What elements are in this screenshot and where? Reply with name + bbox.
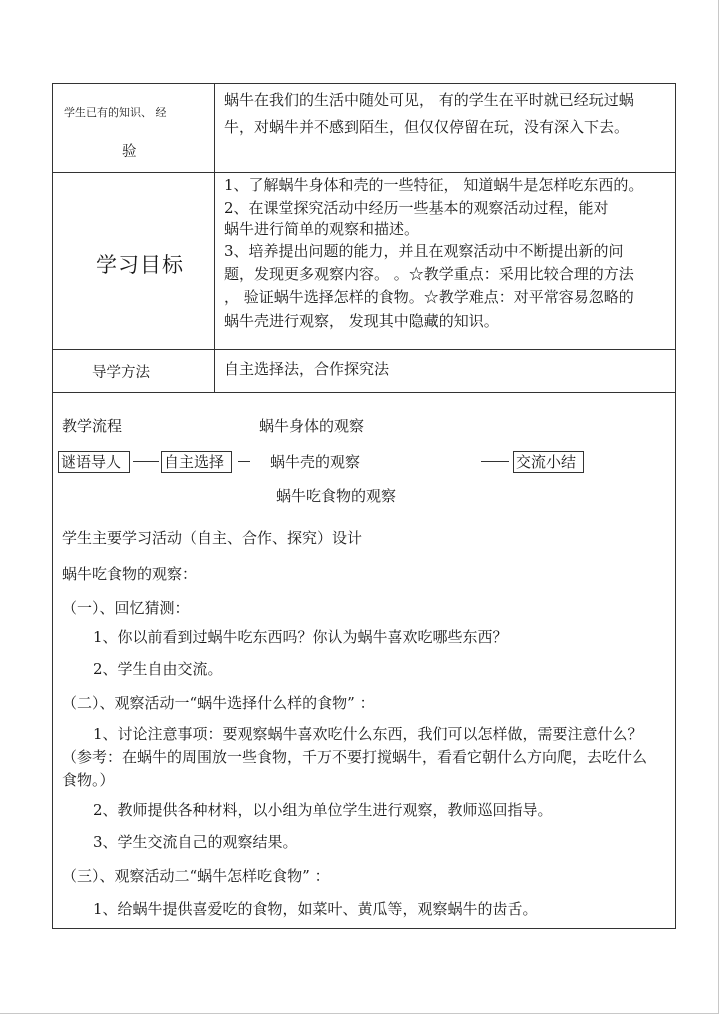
row3-label: 导学方法 [92,365,150,381]
section-2-item-2: 2、教师提供各种材料，以小组为单位学生进行观察，教师巡回指导。 [93,801,553,819]
flow-box-riddle: 谜语导人 [58,451,130,473]
section-1-item-2: 2、学生自由交流。 [93,660,223,678]
section-1-title: （一）、回忆猜测： [62,599,190,617]
row1-content-line1: 蜗牛在我们的生活中随处可见， 有的学生在平时就已经玩过蜗 [224,91,634,109]
flow-box-choice: 自主选择 [161,451,232,473]
flow-box-summary: 交流小结 [513,451,584,473]
flow-branch-bottom: 蜗牛吃食物的观察 [276,487,397,505]
row1-content-line2: 牛，对蜗牛并不感到陌生，但仅仅停留在玩，没有深入下去。 [224,118,630,136]
section-3-item-1: 1、给蜗牛提供喜爱吃的食物，如菜叶、黄瓜等，观察蜗牛的齿舌。 [93,900,538,918]
row2-label: 学习目标 [96,253,184,277]
row3-content: 自主选择法，合作探究法 [224,360,390,378]
flow-connector-2 [238,461,250,462]
objective-line-2: 2、在课堂探究活动中经历一些基本的观察活动过程，能对 [224,199,609,217]
flow-connector-1 [133,461,159,462]
activities-heading: 学生主要学习活动（自主、合作、探究）设计 [62,529,363,547]
objective-line-5: 题，发现更多观察内容。 。☆教学重点：采用比较合理的方法 [224,265,634,283]
flow-title: 教学流程 [62,417,123,435]
flow-branch-mid: 蜗牛壳的观察 [270,453,361,471]
section-3-title: （三）、观察活动二“蜗牛怎样吃食物” ： [62,867,330,885]
activities-subheading: 蜗牛吃食物的观察： [62,565,198,583]
flow-connector-3 [481,461,509,462]
section-2-item-3: 3、学生交流自己的观察结果。 [93,833,298,851]
objective-line-6: ， 验证蜗牛选择怎样的食物。☆教学难点：对平常容易忽略的 [224,288,634,306]
objective-line-1: 1、了解蜗牛身体和壳的一些特征， 知道蜗牛是怎样吃东西的。 [224,176,644,194]
section-1-item-1: 1、你以前看到过蜗牛吃东西吗？你认为蜗牛喜欢吃哪些东西？ [93,628,508,646]
row-divider-2 [52,349,676,350]
section-2-title: （二）、观察活动一“蜗牛选择什么样的食物” ： [62,694,375,712]
objective-line-4: 3、培养提出问题的能力，并且在观察活动中不断提出新的问 [224,242,624,260]
objective-line-7: 蜗牛壳进行观察， 发现其中隐藏的知识。 [224,312,499,330]
row1-label-line1: 学生已有的知识、 经 [64,106,167,119]
section-2-item-1: 1、讨论注意事项：要观察蜗牛喜欢吃什么东西，我们可以怎样做，需要注意什么？（参考：在蜗牛的周围放一些食物，千万不要打搅蜗牛，看看它朝什么方向爬，去吃什么食物。） [62,725,648,789]
objective-line-3: 蜗牛进行简单的观察和描述。 [224,220,420,238]
row1-label-line2: 验 [122,144,137,160]
row-divider-3 [52,392,676,393]
flow-branch-top: 蜗牛身体的观察 [259,417,365,435]
column-divider [214,83,215,392]
